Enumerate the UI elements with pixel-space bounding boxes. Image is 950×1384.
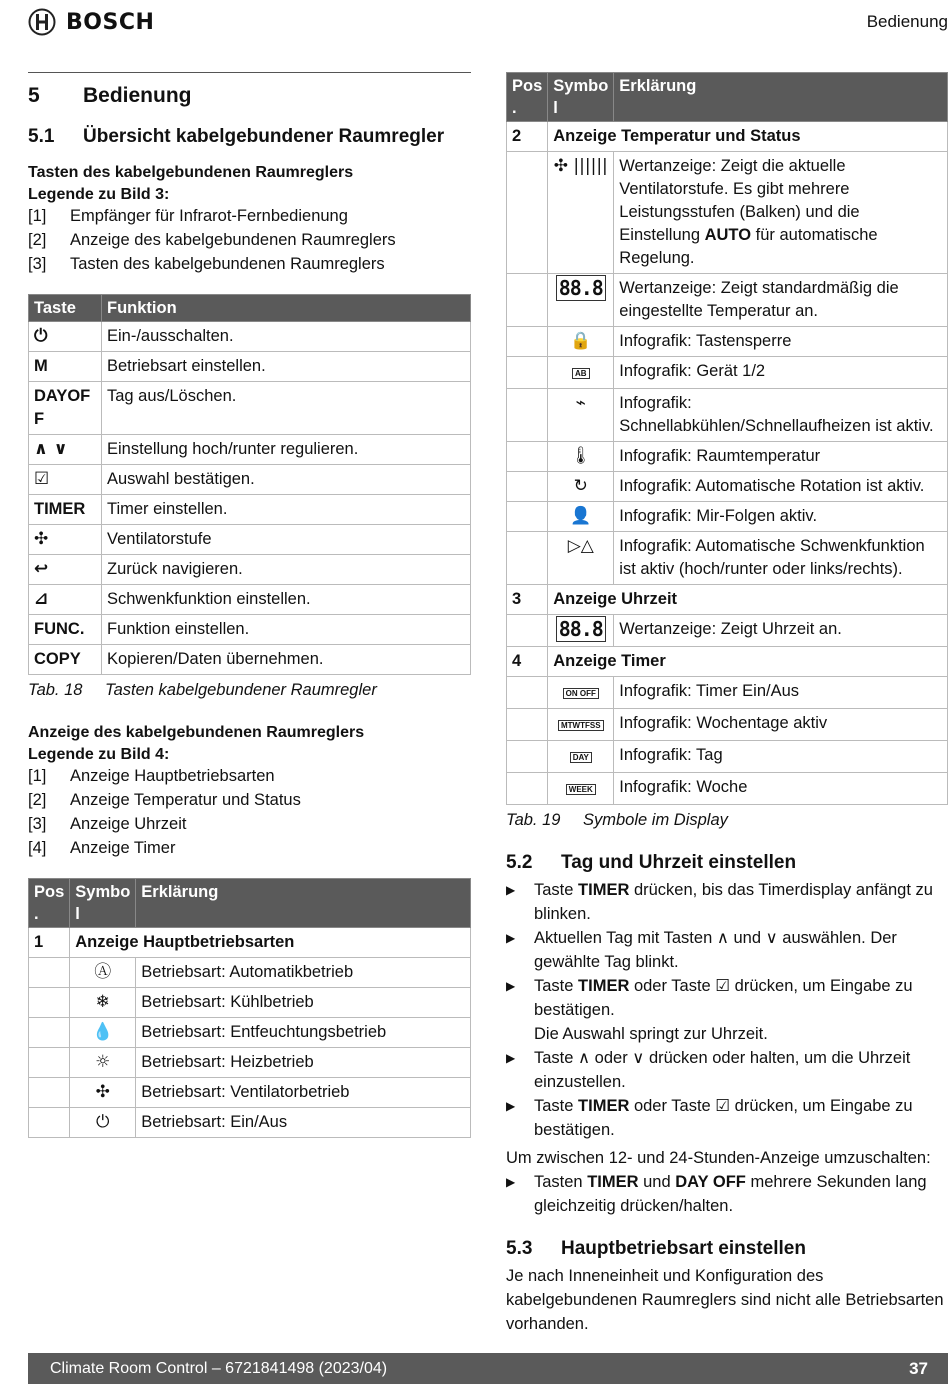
col-header: Erklärung xyxy=(614,73,948,122)
explanation-cell: Infografik: Timer Ein/Aus xyxy=(614,677,948,709)
function-cell: Funktion einstellen. xyxy=(102,615,471,645)
symbol-cell xyxy=(70,1048,136,1078)
paragraph: Je nach Inneneinheit und Konfiguration des kabelgebundenen Raumreglers sind nicht alle Betriebsarten vorhanden. xyxy=(506,1267,944,1333)
key-cell xyxy=(29,555,102,585)
legend-item: [3] Anzeige Uhrzeit xyxy=(28,815,187,833)
table-row xyxy=(29,958,471,988)
key-label: DAYOF F xyxy=(34,387,91,428)
explanation-cell: Infografik: Automatische Schwenkfunktion ist aktiv (hoch/runter oder links/rechts). xyxy=(614,532,948,585)
table-row xyxy=(29,322,471,352)
week-icon: WEEK xyxy=(566,784,596,795)
pos-cell xyxy=(507,709,548,741)
symbol-cell xyxy=(548,615,614,647)
snowflake-icon: ❄ xyxy=(95,992,110,1012)
pos-cell: 3 xyxy=(507,585,548,615)
symbol-cell xyxy=(548,442,614,472)
legend-list xyxy=(28,764,471,860)
symbol-cell xyxy=(548,389,614,442)
legend-title: Legende zu Bild 3: xyxy=(28,186,170,203)
pos-cell xyxy=(29,1048,70,1078)
table-row xyxy=(507,274,948,327)
pos-cell xyxy=(507,615,548,647)
chapter-heading: 5 Bedienung xyxy=(28,84,192,107)
symbol-cell xyxy=(70,1018,136,1048)
table-row xyxy=(29,435,471,465)
subheading-keys: Tasten des kabelgebundenen Raumreglers xyxy=(28,164,354,181)
segment-display-icon: 88.8 xyxy=(556,275,606,301)
back-icon: ↩ xyxy=(34,559,49,579)
key-cell xyxy=(29,465,102,495)
key-label: FUNC. xyxy=(34,620,85,638)
segment-display-icon: 88.8 xyxy=(556,616,606,642)
symbol-cell xyxy=(70,1108,136,1138)
result-text: Die Auswahl springt zur Uhrzeit. xyxy=(534,1025,768,1043)
pos-cell xyxy=(507,677,548,709)
footer-bar xyxy=(28,1353,948,1384)
explanation-cell: Betriebsart: Ventilatorbetrieb xyxy=(136,1078,471,1108)
key-cell xyxy=(29,322,102,352)
pos-cell: 2 xyxy=(507,122,548,152)
table-caption: Tab. 19 Symbole im Display xyxy=(506,811,728,829)
symbol-cell xyxy=(548,741,614,773)
pos-cell xyxy=(29,988,70,1018)
auto-mode-icon: Ⓐ xyxy=(94,962,112,982)
pos-cell xyxy=(507,532,548,585)
paragraph: Um zwischen 12- und 24-Stunden-Anzeige umzuschalten: xyxy=(506,1149,931,1167)
footer-doc-id: Climate Room Control – 6721841498 (2023/04) xyxy=(50,1359,388,1377)
explanation-cell: Infografik: Tag xyxy=(614,741,948,773)
function-cell: Kopieren/Daten übernehmen. xyxy=(102,645,471,675)
table-row xyxy=(29,352,471,382)
key-label: TIMER xyxy=(34,500,86,518)
pos-cell xyxy=(507,741,548,773)
bullet-icon: ▶ xyxy=(506,1051,516,1065)
table-row xyxy=(29,465,471,495)
explanation-cell: Infografik: Mir-Folgen aktiv. xyxy=(614,502,948,532)
function-cell: Timer einstellen. xyxy=(102,495,471,525)
table-row xyxy=(507,677,948,709)
table-row xyxy=(29,988,471,1018)
explanation-cell: Wertanzeige: Zeigt Uhrzeit an. xyxy=(614,615,948,647)
table-row xyxy=(29,1018,471,1048)
list-item: ▶ Taste ∧ oder ∨ drücken oder halten, um die Uhrzeit einzustellen. xyxy=(506,1046,948,1094)
thermometer-icon: 🌡 xyxy=(569,446,592,466)
symbol-cell xyxy=(548,502,614,532)
up-down-icon: ∧ ∨ xyxy=(34,439,68,459)
legend-item: [1] Anzeige Hauptbetriebsarten xyxy=(28,767,275,785)
instruction-list xyxy=(506,878,948,1142)
legend-list xyxy=(28,204,471,276)
pos-cell xyxy=(29,1018,70,1048)
table-row xyxy=(29,645,471,675)
explanation-cell: Infografik: Wochentage aktiv xyxy=(614,709,948,741)
key-cell xyxy=(29,352,102,382)
table-row xyxy=(29,555,471,585)
explanation-cell: Betriebsart: Automatikbetrieb xyxy=(136,958,471,988)
day-icon: DAY xyxy=(570,752,592,763)
section-row xyxy=(507,585,948,615)
symbol-cell xyxy=(548,773,614,805)
explanation-cell: Infografik: Gerät 1/2 xyxy=(614,357,948,389)
explanation-cell: Betriebsart: Kühlbetrieb xyxy=(136,988,471,1018)
pos-cell: 1 xyxy=(29,928,70,958)
col-header: Funktion xyxy=(102,295,471,322)
function-cell: Ein-/ausschalten. xyxy=(102,322,471,352)
legend-item: [2] Anzeige des kabelgebundenen Raumreglers xyxy=(28,231,396,249)
section-title: Anzeige Uhrzeit xyxy=(548,585,948,615)
section-title: Anzeige Temperatur und Status xyxy=(548,122,948,152)
table-row xyxy=(507,502,948,532)
pos-cell xyxy=(507,357,548,389)
list-item: ▶ Taste TIMER drücken, bis das Timerdisplay anfängt zu blinken. xyxy=(506,878,948,926)
col-header: Taste xyxy=(29,295,102,322)
pos-cell xyxy=(507,773,548,805)
swing-icon: ▷△ xyxy=(567,536,594,556)
explanation-cell: Wertanzeige: Zeigt die aktuelle Ventilatorstufe. Es gibt mehrere Leistungsstufen (Balken) und die Einstellung AUTO für automatische Regelung. xyxy=(614,152,948,274)
key-label: M xyxy=(34,357,48,375)
table-row xyxy=(29,1048,471,1078)
table-row xyxy=(29,525,471,555)
symbol-cell xyxy=(548,532,614,585)
fan-icon: ✣ xyxy=(95,1082,110,1102)
table-row xyxy=(507,472,948,502)
key-cell xyxy=(29,382,102,435)
explanation-cell: Betriebsart: Ein/Aus xyxy=(136,1108,471,1138)
lock-icon: 🔒 xyxy=(570,331,592,351)
table-row xyxy=(507,357,948,389)
table-row xyxy=(29,615,471,645)
ab-icon: AB xyxy=(572,368,590,379)
table-row xyxy=(29,382,471,435)
power-icon: ⏻ xyxy=(96,1112,110,1132)
col-header: Pos . xyxy=(29,879,70,928)
legend-item: [2] Anzeige Temperatur und Status xyxy=(28,791,301,809)
left-column xyxy=(28,82,471,1138)
explanation-cell: Betriebsart: Heizbetrieb xyxy=(136,1048,471,1078)
key-cell xyxy=(29,525,102,555)
pos-cell xyxy=(29,1078,70,1108)
table-row xyxy=(29,495,471,525)
fan-icon: ✣ xyxy=(34,529,49,549)
col-header: Symbo l xyxy=(548,73,614,122)
page-number: 37 xyxy=(909,1358,928,1378)
pos-cell xyxy=(507,442,548,472)
symbol-cell xyxy=(548,677,614,709)
col-header: Pos . xyxy=(507,73,548,122)
pos-cell xyxy=(507,274,548,327)
table-row xyxy=(507,773,948,805)
symbol-cell xyxy=(548,472,614,502)
list-item: ▶ Tasten TIMER und DAY OFF mehrere Sekunden lang gleichzeitig drücken/halten. xyxy=(506,1173,927,1215)
table-row xyxy=(507,327,948,357)
brand-name: BOSCH xyxy=(66,9,155,35)
function-cell: Schwenkfunktion einstellen. xyxy=(102,585,471,615)
col-header: Symbo l xyxy=(70,879,136,928)
list-item: ▶ Taste TIMER oder Taste ☑ drücken, um Eingabe zu bestätigen. Die Auswahl springt zur Uhrzeit. xyxy=(506,974,948,1046)
pos-cell xyxy=(29,958,70,988)
explanation-cell: Infografik: Woche xyxy=(614,773,948,805)
function-cell: Tag aus/Löschen. xyxy=(102,382,471,435)
person-icon: 👤 xyxy=(570,506,592,526)
key-label: COPY xyxy=(34,650,81,668)
sun-icon: ☼ xyxy=(95,1052,111,1072)
pos-cell: 4 xyxy=(507,647,548,677)
symbol-cell xyxy=(548,327,614,357)
symbol-cell xyxy=(70,958,136,988)
table-19-part1 xyxy=(28,878,471,1138)
key-cell xyxy=(29,645,102,675)
explanation-cell: Infografik: Schnellabkühlen/Schnellaufheizen ist aktiv. xyxy=(614,389,948,442)
bullet-icon: ▶ xyxy=(506,931,516,945)
table-row xyxy=(29,1108,471,1138)
key-cell xyxy=(29,495,102,525)
right-column xyxy=(506,72,948,1336)
pos-cell xyxy=(507,389,548,442)
col-header: Erklärung xyxy=(136,879,471,928)
pos-cell xyxy=(507,152,548,274)
explanation-cell: Infografik: Raumtemperatur xyxy=(614,442,948,472)
section-row xyxy=(29,928,471,958)
list-item: ▶ Taste TIMER oder Taste ☑ drücken, um Eingabe zu bestätigen. xyxy=(506,1094,948,1142)
function-cell: Einstellung hoch/runter regulieren. xyxy=(102,435,471,465)
table-row xyxy=(507,442,948,472)
section-title: Anzeige Hauptbetriebsarten xyxy=(70,928,471,958)
confirm-icon: ☑ xyxy=(34,469,50,489)
drop-icon: 💧 xyxy=(92,1022,114,1042)
table-row xyxy=(507,152,948,274)
function-cell: Auswahl bestätigen. xyxy=(102,465,471,495)
explanation-cell: Infografik: Tastensperre xyxy=(614,327,948,357)
legend-item: [4] Anzeige Timer xyxy=(28,839,176,857)
table-18 xyxy=(28,294,471,675)
table-row xyxy=(29,585,471,615)
legend-title: Legende zu Bild 4: xyxy=(28,746,170,763)
section-title: Anzeige Timer xyxy=(548,647,948,677)
symbol-cell xyxy=(548,274,614,327)
table-row xyxy=(507,741,948,773)
symbol-cell xyxy=(548,152,614,274)
key-cell xyxy=(29,435,102,465)
swing-icon: ⊿ xyxy=(34,589,49,609)
section-header: Bedienung xyxy=(866,12,948,31)
section-heading-5-3: 5.3 Hauptbetriebsart einstellen xyxy=(506,1238,806,1259)
bullet-icon: ▶ xyxy=(506,883,516,897)
pos-cell xyxy=(29,1108,70,1138)
key-cell xyxy=(29,615,102,645)
table-row xyxy=(507,389,948,442)
power-icon: ⏻ xyxy=(34,326,48,346)
list-item: ▶ Aktuellen Tag mit Tasten ∧ und ∨ auswählen. Der gewählte Tag blinkt. xyxy=(506,926,948,974)
rotation-icon: ↻ xyxy=(573,476,588,496)
explanation-cell: Infografik: Automatische Rotation ist aktiv. xyxy=(614,472,948,502)
explanation-cell: Wertanzeige: Zeigt standardmäßig die eingestellte Temperatur an. xyxy=(614,274,948,327)
section-row xyxy=(507,122,948,152)
section-heading-5-2: 5.2 Tag und Uhrzeit einstellen xyxy=(506,852,797,873)
bullet-icon: ▶ xyxy=(506,1099,516,1113)
legend-item: [1] Empfänger für Infrarot-Fernbedienung xyxy=(28,207,348,225)
symbol-cell xyxy=(70,988,136,1018)
weekdays-icon: MTWTFSS xyxy=(558,720,604,731)
symbol-cell xyxy=(70,1078,136,1108)
table-row xyxy=(507,532,948,585)
explanation-cell: Betriebsart: Entfeuchtungsbetrieb xyxy=(136,1018,471,1048)
subheading-display: Anzeige des kabelgebundenen Raumreglers xyxy=(28,724,365,741)
section-heading: 5.1 Übersicht kabelgebundener Raumregler xyxy=(28,126,445,147)
divider xyxy=(28,72,471,73)
table-19-part2 xyxy=(506,72,948,805)
pos-cell xyxy=(507,327,548,357)
key-cell xyxy=(29,585,102,615)
bosch-armature-icon xyxy=(28,8,56,36)
bullet-icon: ▶ xyxy=(506,979,516,993)
on-off-icon: ON OFF xyxy=(563,688,599,699)
table-row xyxy=(507,615,948,647)
function-cell: Betriebsart einstellen. xyxy=(102,352,471,382)
section-row xyxy=(507,647,948,677)
table-row xyxy=(29,1078,471,1108)
symbol-cell xyxy=(548,709,614,741)
table-caption: Tab. 18 Tasten kabelgebundener Raumregler xyxy=(28,681,377,699)
brand-logo xyxy=(28,8,154,36)
pos-cell xyxy=(507,472,548,502)
symbol-cell xyxy=(548,357,614,389)
turbo-icon: ⌁ xyxy=(575,393,586,413)
function-cell: Ventilatorstufe xyxy=(102,525,471,555)
pos-cell xyxy=(507,502,548,532)
fan-level-icon: ✣ |||||| xyxy=(553,156,608,176)
legend-item: [3] Tasten des kabelgebundenen Raumreglers xyxy=(28,255,385,273)
function-cell: Zurück navigieren. xyxy=(102,555,471,585)
table-row xyxy=(507,709,948,741)
